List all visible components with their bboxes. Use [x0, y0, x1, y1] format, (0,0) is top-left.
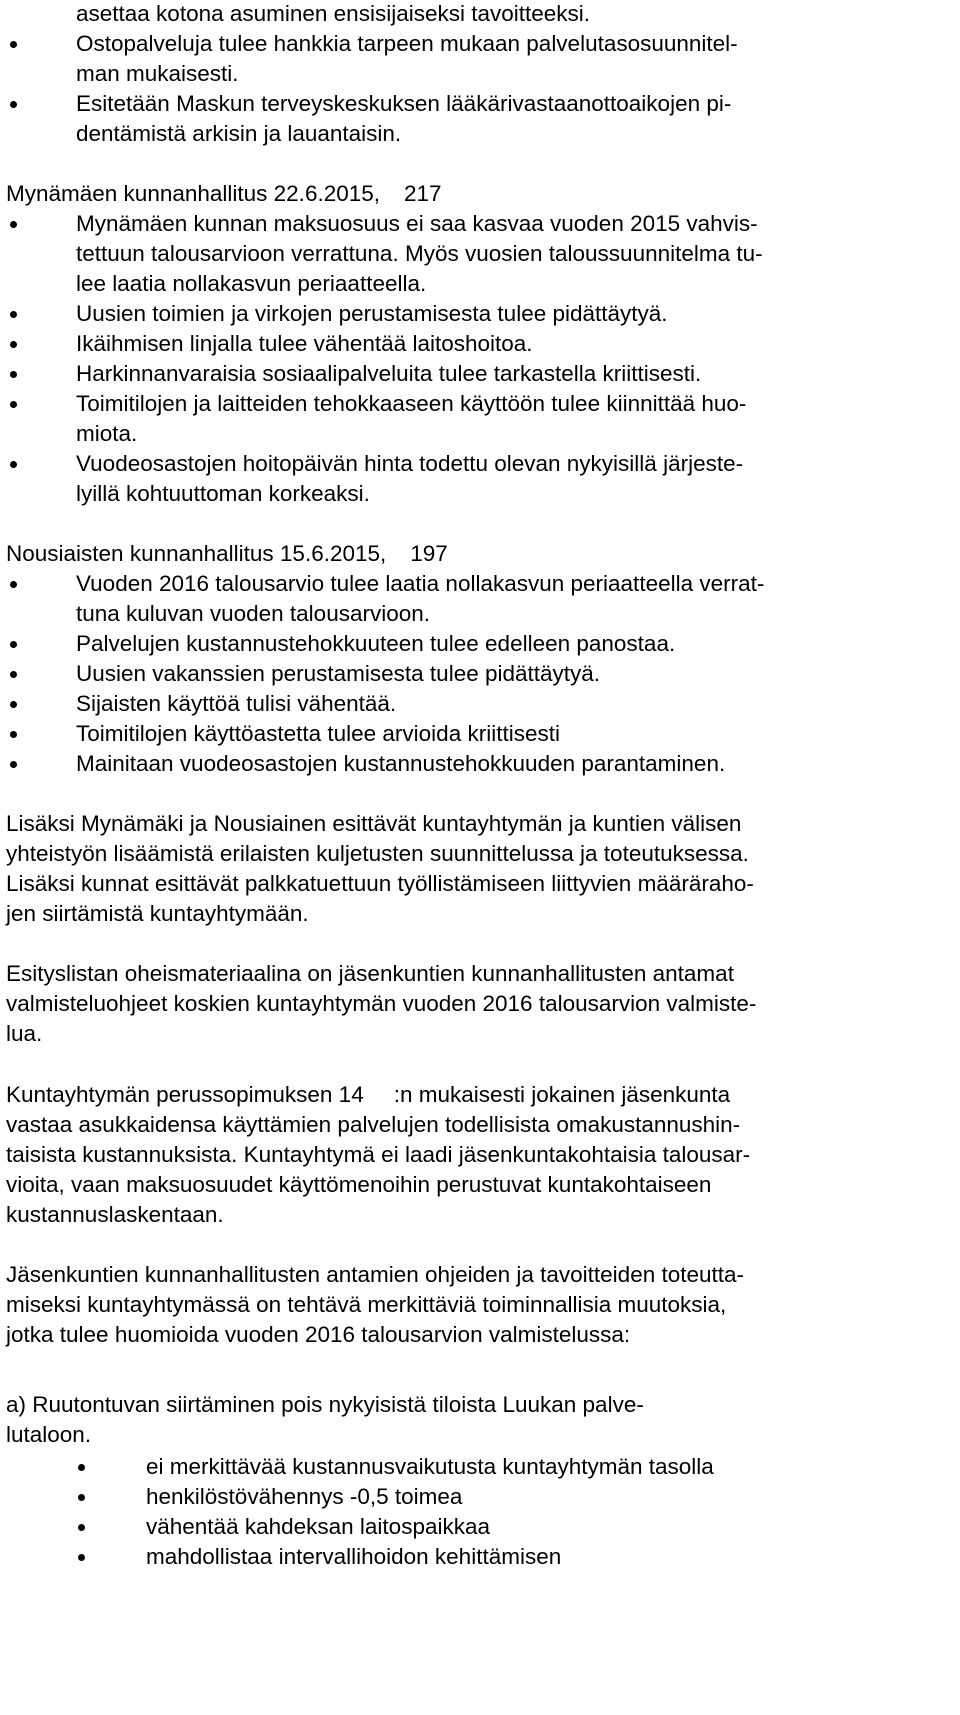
bullet-item: Sijaisten käyttöä tulisi vähentää. [0, 688, 960, 720]
text-line: asettaa kotona asuminen ensisijaiseksi tavoitteeksi. [76, 1, 591, 26]
bullet-item: Uusien vakanssien perustamisesta tulee pidättäytyä. [0, 658, 960, 690]
text-line: jen siirtämistä kuntayhtymään. [6, 901, 309, 926]
bullet-icon [10, 341, 17, 348]
text-line: vioita, vaan maksuosuudet käyttömenoihin perustuvat kuntakohtaiseen [6, 1172, 712, 1197]
bullet-icon [10, 221, 17, 228]
bullet-icon [78, 1464, 85, 1471]
bullet-item: Mainitaan vuodeosastojen kustannustehokkuuden parantaminen. [0, 748, 960, 780]
text-line: Lisäksi kunnat esittävät palkkatuettuun työllistämiseen liittyvien määräraho- [6, 871, 754, 896]
text-line: yhteistyön lisäämistä erilaisten kuljetusten suunnittelussa ja toteutuksessa. [6, 841, 749, 866]
text-line: taisista kustannuksista. Kuntayhtymä ei laadi jäsenkuntakohtaisia talousar- [6, 1142, 751, 1167]
bullet-item: Toimitilojen käyttöastetta tulee arvioida kriittisesti [0, 718, 960, 750]
text-line: Esityslistan oheismateriaalina on jäsenkuntien kunnanhallitusten antamat [6, 961, 734, 986]
bullet-icon [78, 1494, 85, 1501]
text-line: tettuun talousarvioon verrattuna. Myös vuosien taloussuunnitelma tu- [76, 241, 763, 266]
bullet-item: Harkinnanvaraisia sosiaalipalveluita tulee tarkastella kriittisesti. [0, 358, 960, 390]
bullet-item: Toimitilojen ja laitteiden tehokkaaseen käyttöön tulee kiinnittää huo- [0, 388, 960, 420]
bullet-icon [10, 311, 17, 318]
bullet-icon [10, 371, 17, 378]
bullet-item: mahdollistaa intervallihoidon kehittämisen [0, 1541, 960, 1573]
text-line: lyillä kohtuuttoman korkeaksi. [76, 481, 370, 506]
bullet-item: henkilöstövähennys -0,5 toimea [0, 1481, 960, 1513]
text-line: vastaa asukkaidensa käyttämien palvelujen todellisista omakustannushin- [6, 1112, 741, 1137]
text-line: valmisteluohjeet koskien kuntayhtymän vuoden 2016 talousarvion valmiste- [6, 991, 757, 1016]
section-heading: Nousiaisten kunnanhallitus 15.6.2015, 197 [6, 541, 448, 566]
text-line: Lisäksi Mynämäki ja Nousiainen esittävät kuntayhtymän ja kuntien välisen [6, 811, 742, 836]
bullet-icon [10, 101, 17, 108]
text-line: dentämistä arkisin ja lauantaisin. [76, 121, 402, 146]
bullet-icon [10, 641, 17, 648]
bullet-icon [78, 1554, 85, 1561]
bullet-item: Uusien toimien ja virkojen perustamisesta tulee pidättäytyä. [0, 298, 960, 330]
bullet-item: Vuoden 2016 talousarvio tulee laatia nollakasvun periaatteella verrat- [0, 568, 960, 600]
text-line: man mukaisesti. [76, 61, 239, 86]
bullet-item: ei merkittävää kustannusvaikutusta kuntayhtymän tasolla [0, 1451, 960, 1483]
text-line: miota. [76, 421, 138, 446]
bullet-item: Mynämäen kunnan maksuosuus ei saa kasvaa vuoden 2015 vahvis- [0, 208, 960, 240]
bullet-icon [10, 701, 17, 708]
text-line: miseksi kuntayhtymässä on tehtävä merkittäviä toiminnallisia muutoksia, [6, 1292, 727, 1317]
bullet-item: Esitetään Maskun terveyskeskuksen lääkärivastaanottoaikojen pi- [0, 88, 960, 120]
bullet-icon [10, 401, 17, 408]
text-line: lutaloon. [6, 1422, 92, 1447]
text-line: lua. [6, 1021, 43, 1046]
text-line: jotka tulee huomioida vuoden 2016 talousarvion valmistelussa: [6, 1322, 631, 1347]
bullet-item: Palvelujen kustannustehokkuuteen tulee edelleen panostaa. [0, 628, 960, 660]
text-line: tuna kuluvan vuoden talousarvioon. [76, 601, 431, 626]
bullet-item: Ikäihmisen linjalla tulee vähentää laitoshoitoa. [0, 328, 960, 360]
text-line: Kuntayhtymän perussopimuksen 14 :n mukaisesti jokainen jäsenkunta [6, 1082, 731, 1107]
bullet-icon [10, 671, 17, 678]
bullet-icon [10, 761, 17, 768]
bullet-item: vähentää kahdeksan laitospaikkaa [0, 1511, 960, 1543]
section-heading: Mynämäen kunnanhallitus 22.6.2015, 217 [6, 181, 442, 206]
text-line: lee laatia nollakasvun periaatteella. [76, 271, 427, 296]
text-line: kustannuslaskentaan. [6, 1202, 224, 1227]
text-line: Jäsenkuntien kunnanhallitusten antamien ohjeiden ja tavoitteiden toteutta- [6, 1262, 745, 1287]
text-line: a) Ruutontuvan siirtäminen pois nykyisistä tiloista Luukan palve- [6, 1392, 644, 1417]
bullet-item: Vuodeosastojen hoitopäivän hinta todettu olevan nykyisillä järjeste- [0, 448, 960, 480]
bullet-icon [10, 461, 17, 468]
bullet-icon [10, 581, 17, 588]
bullet-item: Ostopalveluja tulee hankkia tarpeen mukaan palvelutasosuunnitel- [0, 28, 960, 60]
bullet-icon [10, 41, 17, 48]
bullet-icon [10, 731, 17, 738]
bullet-icon [78, 1524, 85, 1531]
